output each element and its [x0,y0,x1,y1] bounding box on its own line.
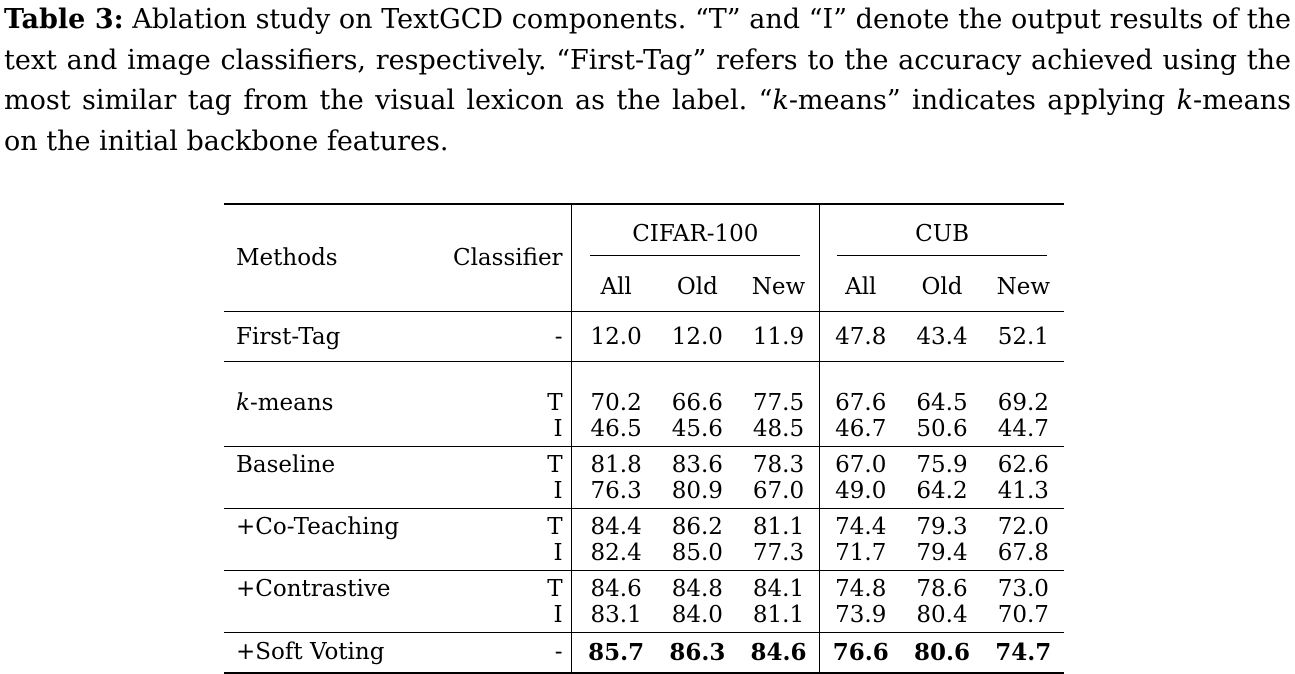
value-cell: 46.5 [571,416,657,447]
value-cell: 64.5 [916,389,968,416]
method-cell: +Contrastive [236,575,391,602]
method-cell [224,362,438,416]
value-cell: 46.7 [820,416,902,447]
table-caption [4,0,1291,162]
method-suffix: -means [249,389,334,416]
value-cell: 49.0 [820,478,902,509]
method-cell: Baseline [236,451,336,478]
classifier-cell: - [554,323,563,350]
value-cell: 83.1 [571,602,657,633]
value-cell: 70.2 [571,362,657,416]
value-cell: 84.4 [571,508,657,540]
table-row [224,570,1064,602]
value-cell: 84.8 [671,575,723,602]
classifier-cell: I [553,415,563,442]
value-cell: 67.0 [820,446,902,478]
caption-k-symbol: k [1176,85,1193,116]
value-cell: 80.4 [916,601,968,628]
value-cell: 52.1 [997,323,1049,350]
value-cell: 11.9 [752,323,805,350]
value-cell: 86.2 [671,513,723,540]
value-cell: 67.0 [752,477,805,504]
table-row [224,362,1064,416]
value-cell: 64.2 [916,477,968,504]
value-cell: 78.6 [916,575,968,602]
ablation-table [224,203,1064,674]
value-cell: 12.0 [571,312,657,362]
value-cell: 44.7 [997,415,1049,442]
value-cell-best: 86.3 [669,638,726,666]
caption-text-part: Ablation study on TextGCD components. “T” and “I” denote the output results of the text and image classifiers, respectively. “First-Tag” refers to the accuracy achieved using the most similar tag from the visual lexicon as the label. “ [4,4,1291,116]
value-cell: 79.3 [916,513,968,540]
value-cell: 67.8 [997,539,1049,566]
value-cell: 62.6 [997,451,1049,478]
value-cell: 84.0 [671,601,723,628]
value-cell: 74.8 [820,570,902,602]
value-cell: 69.2 [997,389,1049,416]
header-group-cub [820,204,1064,262]
value-cell: 76.3 [571,478,657,509]
table-row [224,632,1064,673]
group-underline [837,255,1047,256]
value-cell: 70.7 [997,601,1049,628]
method-cell-empty [224,416,438,447]
value-cell: 82.4 [571,540,657,571]
caption-label: Table 3: [4,4,124,35]
table-row [224,540,1064,571]
value-cell: 80.9 [671,477,723,504]
header-subcol: All [820,262,902,312]
value-cell: 75.9 [916,451,968,478]
method-cell-empty [224,602,438,633]
value-cell: 84.1 [752,575,805,602]
value-cell: 77.3 [752,539,805,566]
value-cell: 45.6 [671,415,723,442]
method-cell-empty [224,540,438,571]
group-underline [590,255,800,256]
method-k-symbol: k [236,389,250,416]
value-cell: 84.6 [571,570,657,602]
value-cell: 50.6 [916,415,968,442]
header-subcol: Old [676,273,718,300]
value-cell: 72.0 [997,513,1049,540]
header-subcol: New [996,273,1051,300]
caption-text-part: -means” indicates applying [788,85,1177,116]
header-row-groups [224,204,1064,262]
classifier-cell: T [547,513,563,540]
value-cell: 79.4 [916,539,968,566]
classifier-cell: I [553,477,563,504]
value-cell: 41.3 [997,477,1049,504]
method-cell: +Co-Teaching [236,513,400,540]
classifier-cell: I [553,539,563,566]
value-cell: 77.5 [752,389,805,416]
table-row [224,508,1064,540]
value-cell-best: 76.6 [820,632,902,673]
classifier-cell: T [547,575,563,602]
method-cell: First-Tag [236,323,341,350]
table-row [224,446,1064,478]
value-cell-best: 84.6 [750,638,807,666]
value-cell-best: 85.7 [571,632,657,673]
header-subcol: All [571,262,657,312]
value-cell: 81.8 [571,446,657,478]
value-cell: 81.1 [752,601,805,628]
value-cell: 78.3 [752,451,805,478]
value-cell: 47.8 [820,312,902,362]
value-cell: 48.5 [752,415,805,442]
caption-k-symbol: k [772,85,789,116]
table-row [224,416,1064,447]
value-cell: 74.4 [820,508,902,540]
table-row [224,478,1064,509]
value-cell: 73.9 [820,602,902,633]
table-row [224,312,1064,362]
method-cell: +Soft Voting [236,639,385,665]
caption-text-part: -means on the initial backbone features. [4,85,1291,157]
value-cell: 67.6 [820,362,902,416]
classifier-cell: T [547,451,563,478]
value-cell: 85.0 [671,539,723,566]
value-cell-best: 74.7 [995,638,1052,666]
method-cell-empty [224,478,438,509]
value-cell: 73.0 [997,575,1049,602]
value-cell: 66.6 [671,389,723,416]
header-methods: Methods [236,245,338,271]
header-group-cifar [571,204,820,262]
header-subcol: Old [921,273,963,300]
group-title-cub: CUB [915,221,969,247]
value-cell: 83.6 [671,451,723,478]
value-cell: 43.4 [916,323,968,350]
value-cell: 71.7 [820,540,902,571]
value-cell: 81.1 [752,513,805,540]
classifier-cell: I [553,601,563,628]
group-title-cifar: CIFAR-100 [632,221,759,247]
classifier-cell: - [554,639,563,665]
table-row [224,602,1064,633]
header-classifier: Classifier [452,245,563,271]
header-subcol: New [751,273,806,300]
value-cell: 12.0 [671,323,723,350]
value-cell-best: 80.6 [913,638,971,666]
classifier-cell: T [547,389,563,416]
